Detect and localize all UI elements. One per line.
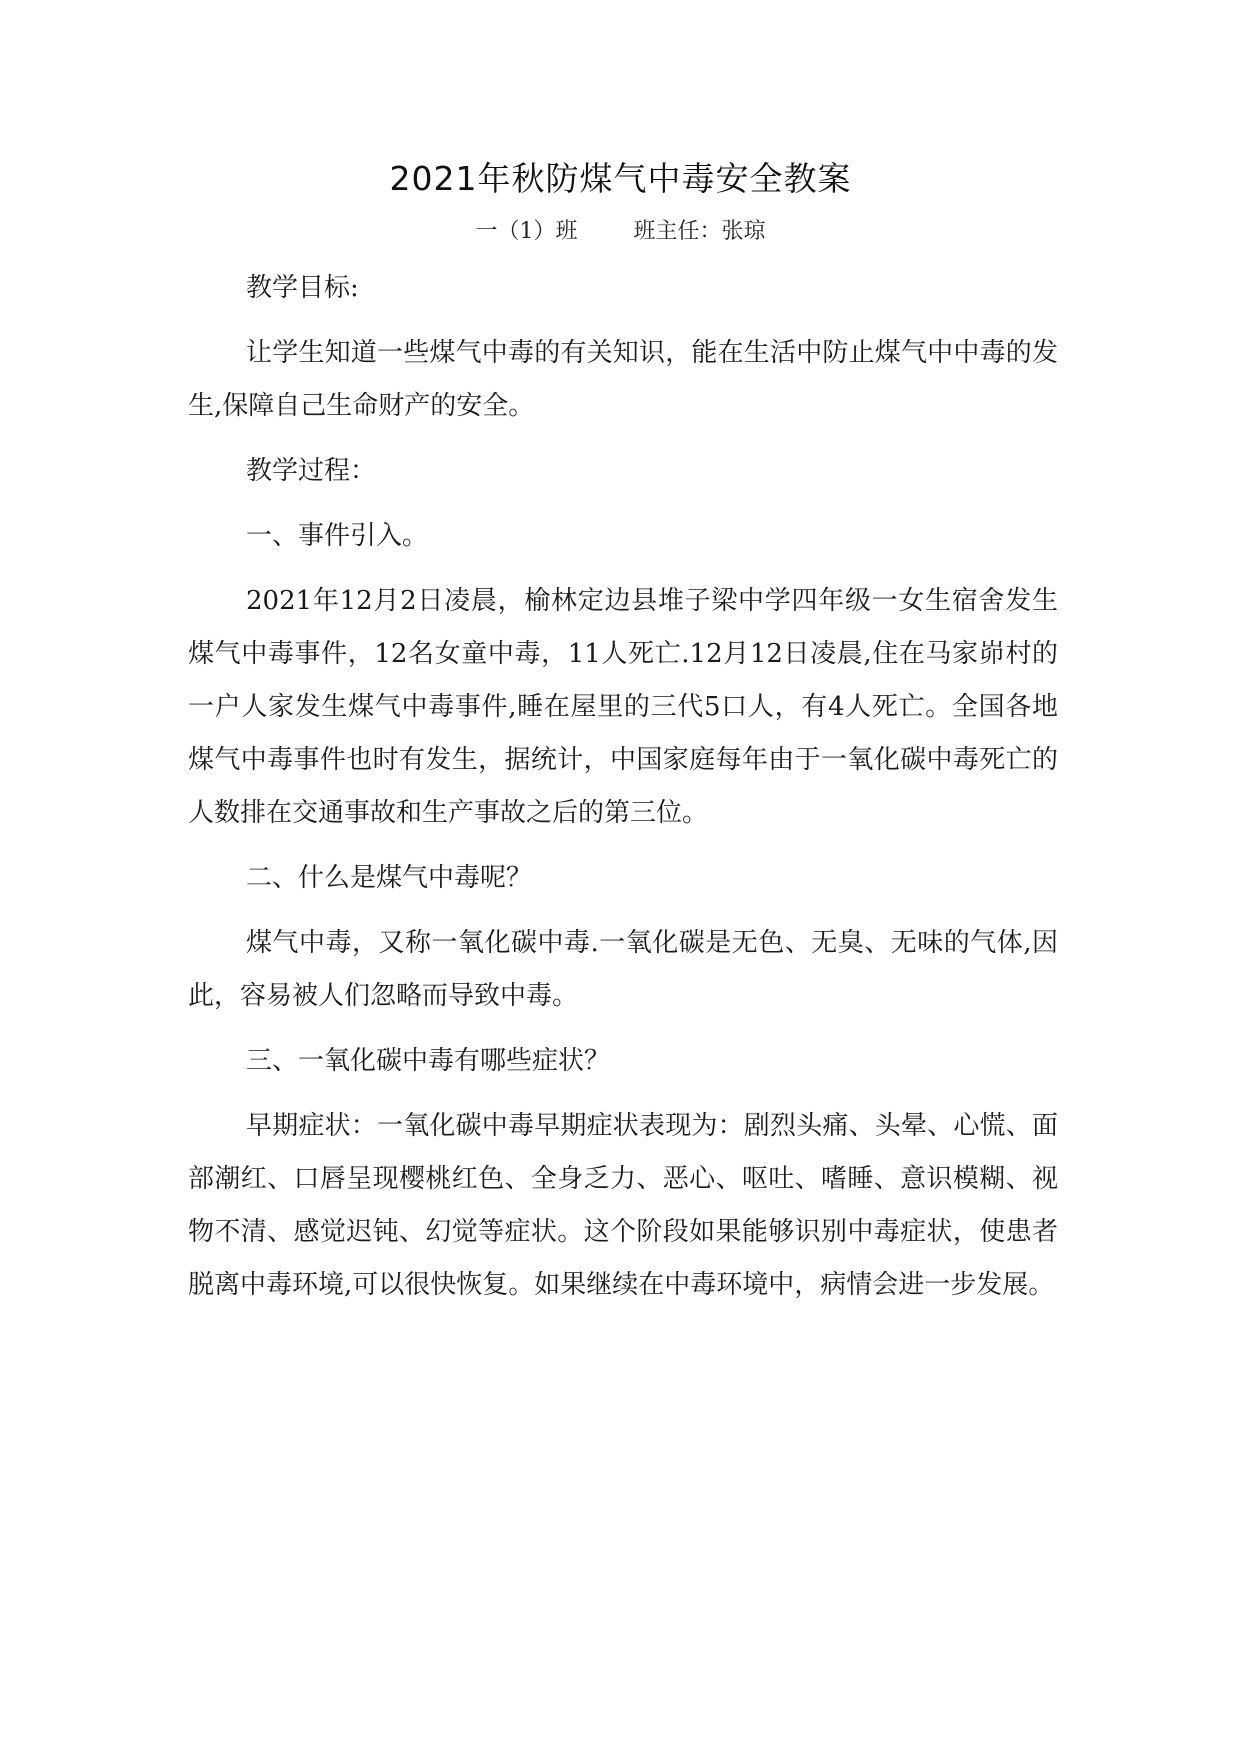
goal-heading: 教学目标: [246, 273, 359, 303]
goal-paragraph: 让学生知道一些煤气中毒的有关知识，能在生活中防止煤气中中毒的发生,保障自己生命财产的安全。 [188, 338, 1058, 421]
section-1-paragraph: 2021年12月2日凌晨，榆林定边县堆子梁中学四年级一女生宿舍发生煤气中毒事件，12名女童中毒，11人死亡.12月12日凌晨,住在马家峁村的一户人家发生煤气中毒事件,睡在屋里的三代5口人，有4人死亡。全国各地煤气中毒事件也时有发生，据统计，中国家庭每年由于一氧化碳中毒死亡的人数排在交通事故和生产事故之后的第三位。 [188, 586, 1058, 828]
section-3-heading: 三、一氧化碳中毒有哪些症状？ [246, 1046, 611, 1076]
section-3-paragraph: 早期症状：一氧化碳中毒早期症状表现为：剧烈头痛、头晕、心慌、面部潮红、口唇呈现樱桃红色、全身乏力、恶心、呕吐、嗜睡、意识模糊、视物不清、感觉迟钝、幻觉等症状。这个阶段如果能够识别中毒症状，使患者脱离中毒环境,可以很快恢复。如果继续在中毒环境中，病情会进一步发展。 [188, 1111, 1058, 1300]
section-2-paragraph: 煤气中毒，又称一氧化碳中毒.一氧化碳是无色、无臭、无味的气体,因此，容易被人们忽略而导致中毒。 [188, 928, 1058, 1011]
class-name: 一（1）班 [475, 219, 578, 244]
process-heading: 教学过程： [246, 456, 377, 486]
section-2-heading: 二、什么是煤气中毒呢？ [246, 863, 533, 893]
teacher-name: 班主任：张琼 [633, 219, 766, 244]
section-1-heading: 一、事件引入。 [246, 521, 429, 551]
document-title: 2021年秋防煤气中毒安全教案 [389, 159, 852, 198]
document-byline [0, 216, 1241, 248]
document-body [188, 262, 1058, 1324]
